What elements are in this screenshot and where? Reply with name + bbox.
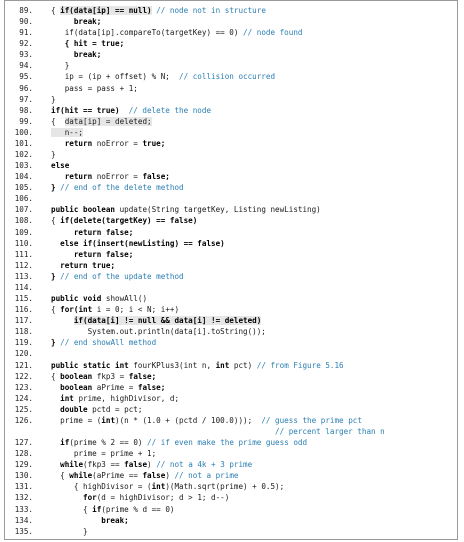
code-line [13, 94, 459, 105]
code-token: double [60, 404, 88, 414]
code-token: return false; [51, 249, 134, 259]
code-line [13, 249, 459, 260]
code-line [13, 138, 459, 149]
line-number: 126. [14, 415, 33, 425]
code-token: { [51, 504, 93, 514]
line-number: 132. [14, 493, 33, 503]
line-source [51, 171, 170, 182]
code-token: if(data[i] != null && data[i] != deleted) [73, 316, 262, 326]
line-source [51, 271, 184, 282]
code-comment: // delete the node [119, 105, 212, 115]
code-line [13, 415, 459, 426]
line-number: 115. [14, 294, 33, 304]
line-source [51, 371, 156, 382]
line-source [51, 5, 266, 16]
line-source [51, 238, 225, 249]
line-number: 102. [14, 150, 33, 160]
code-line [13, 360, 459, 371]
code-token [51, 438, 60, 447]
line-source [51, 470, 238, 481]
line-number: 99. [19, 116, 33, 126]
code-line [13, 437, 459, 448]
code-comment: // not a prime [174, 471, 239, 481]
code-token: } [51, 61, 70, 71]
code-token: return [64, 138, 93, 148]
code-token: aPrime = [92, 382, 138, 392]
line-number: 121. [14, 360, 33, 370]
line-number: 130. [14, 471, 33, 481]
code-token: prime, highDivisor, d; [73, 393, 180, 403]
code-line [13, 470, 459, 481]
code-line [13, 315, 459, 326]
line-source [51, 160, 69, 171]
line-source [51, 526, 88, 537]
code-token: )(Math.sqrt(prime) + 0.5); [165, 482, 285, 492]
line-source [51, 504, 174, 515]
code-token: pctd = pct; [87, 404, 143, 414]
code-token [51, 139, 65, 148]
line-source [51, 393, 179, 404]
code-line [13, 16, 459, 27]
code-comment: // end of the delete method [60, 183, 184, 193]
line-source [51, 149, 56, 160]
line-number: 98. [19, 105, 33, 115]
code-token: int [101, 415, 116, 425]
code-token: if [92, 504, 102, 514]
code-line [13, 260, 459, 271]
line-source [51, 16, 101, 27]
line-source [51, 94, 56, 105]
code-token: false; [142, 172, 170, 182]
code-token: { [51, 216, 61, 226]
code-token: boolean [60, 382, 93, 392]
code-line [13, 293, 459, 304]
line-number: 107. [14, 205, 33, 215]
code-line [13, 371, 459, 382]
line-number: 90. [19, 17, 33, 27]
code-token: System.out.println(data[i].toString()); [51, 327, 266, 337]
line-number: 131. [14, 482, 33, 492]
line-source [51, 426, 385, 437]
line-number: 134. [14, 515, 33, 525]
code-token: false; [137, 382, 166, 392]
code-token: showAll() [101, 294, 148, 304]
code-token: prime = ( [51, 415, 102, 425]
code-token: while [60, 460, 84, 470]
code-comment: // node found [243, 28, 303, 38]
code-token: { [51, 471, 70, 481]
line-number: 105. [14, 183, 33, 193]
line-source [51, 227, 133, 238]
code-line [13, 426, 459, 437]
line-number: 112. [14, 260, 33, 270]
code-token: } [51, 338, 61, 348]
code-token: for(int [60, 305, 93, 315]
line-source [51, 448, 156, 459]
code-token: return false; [51, 227, 134, 237]
code-token: public static int [51, 360, 129, 370]
code-token: break; [51, 515, 129, 525]
code-token [51, 239, 60, 248]
line-number: 96. [19, 83, 33, 93]
code-token: if(delete(targetKey) == false) [60, 216, 198, 226]
code-line [13, 182, 459, 193]
code-token [51, 394, 60, 403]
code-line [13, 5, 459, 16]
code-token: i = 0; i < N; i++) [92, 305, 180, 315]
code-token: } [51, 94, 56, 104]
line-number: 91. [19, 28, 33, 38]
code-line [13, 326, 459, 337]
code-line [13, 404, 459, 415]
code-token: int [151, 482, 166, 492]
line-source [51, 105, 211, 116]
line-source [51, 515, 129, 526]
code-token [51, 261, 60, 270]
code-line [13, 105, 459, 116]
line-source [51, 116, 152, 127]
code-comment: // not a 4k + 3 prime [156, 460, 253, 470]
code-token: pct) [229, 360, 257, 370]
code-line [13, 38, 459, 49]
line-source [51, 415, 362, 426]
line-number: 124. [14, 393, 33, 403]
code-token: public void [51, 294, 102, 304]
line-number: 89. [19, 6, 33, 15]
code-token: boolean [60, 371, 93, 381]
line-number: 116. [14, 305, 33, 315]
code-line [13, 60, 459, 71]
code-token [51, 172, 65, 181]
code-line [13, 49, 459, 60]
code-token: { [51, 116, 65, 126]
code-token: int [60, 393, 74, 403]
line-number: 92. [19, 39, 33, 49]
code-listing-frame [4, 0, 458, 540]
code-token: update(String targetKey, Listing newListing) [115, 205, 321, 215]
code-listing [13, 5, 459, 537]
line-number: 109. [14, 227, 33, 237]
code-token: return [64, 172, 93, 182]
line-source [51, 492, 229, 503]
line-source [51, 60, 69, 71]
line-source [51, 215, 197, 226]
code-token: ) [147, 460, 157, 470]
code-line [13, 526, 459, 537]
line-number: 117. [14, 316, 33, 326]
code-line [13, 171, 459, 182]
code-token: { hit = true; [51, 39, 125, 49]
code-line [13, 204, 459, 215]
code-line [13, 337, 459, 348]
line-number: 114. [14, 282, 33, 292]
code-token [51, 383, 60, 392]
code-line [13, 492, 459, 503]
code-line [13, 71, 459, 82]
code-token: (aPrime == [92, 471, 143, 481]
line-source [51, 182, 184, 193]
code-line [13, 481, 459, 492]
code-comment: // from Figure 5.16 [256, 360, 344, 370]
line-number: 129. [14, 460, 33, 470]
code-token [51, 316, 74, 325]
code-token: } [51, 526, 88, 536]
code-token: false [142, 471, 166, 481]
code-line [13, 393, 459, 404]
code-line [13, 238, 459, 249]
line-number: 97. [19, 94, 33, 104]
line-number: 118. [14, 327, 33, 337]
code-token: ) [165, 471, 175, 481]
line-number: 104. [14, 172, 33, 182]
line-source [51, 38, 124, 49]
line-source [51, 260, 115, 271]
code-token [51, 460, 60, 469]
code-line [13, 504, 459, 515]
code-token: while [69, 471, 93, 481]
line-source [51, 360, 344, 371]
code-line [13, 304, 459, 315]
line-number: 122. [14, 371, 33, 381]
line-source [51, 382, 165, 393]
line-number: 100. [14, 127, 33, 137]
code-line [13, 282, 459, 293]
code-line [13, 27, 459, 38]
line-source [51, 293, 147, 304]
line-number: 125. [14, 404, 33, 414]
line-number: 123. [14, 382, 33, 392]
code-token: fkp3 = [92, 371, 129, 381]
line-number: 101. [14, 138, 33, 148]
code-token: } [51, 183, 61, 193]
code-token: for [83, 493, 97, 503]
code-token: return true; [60, 260, 116, 270]
line-source [51, 249, 133, 260]
code-line [13, 149, 459, 160]
code-token: )(n * (1.0 + (pctd / 100.0))); [115, 415, 262, 425]
code-token: if(data[ip] == null) [60, 6, 152, 15]
line-number: 111. [14, 249, 33, 259]
code-token: } [51, 271, 61, 281]
code-token: { highDivisor = ( [51, 482, 152, 492]
code-line [13, 459, 459, 470]
code-token: { [51, 371, 61, 381]
line-source [51, 459, 252, 470]
code-token: } [51, 150, 56, 160]
code-token: else [51, 161, 70, 171]
line-source [51, 481, 284, 492]
line-source [51, 83, 138, 94]
code-line [13, 515, 459, 526]
line-number: 106. [14, 194, 33, 204]
line-source [51, 127, 83, 138]
code-token: break; [51, 17, 102, 27]
line-source [51, 27, 302, 38]
code-token: public boolean [51, 205, 116, 215]
code-token: (prime % d == 0) [101, 504, 175, 514]
code-line [13, 348, 459, 359]
code-line [13, 127, 459, 138]
line-number: 113. [14, 271, 33, 281]
code-token: ip = (ip + offset) % N; [51, 72, 180, 82]
code-comment: // node not in structure [151, 6, 266, 15]
code-line [13, 116, 459, 127]
code-comment: // end of the update method [60, 271, 184, 281]
line-source [51, 71, 275, 82]
code-line [13, 448, 459, 459]
line-number: 103. [14, 161, 33, 171]
code-token: { [51, 305, 61, 315]
code-line [13, 382, 459, 393]
code-line [13, 215, 459, 226]
code-token: if [60, 438, 70, 448]
code-token: break; [51, 50, 102, 60]
code-line [13, 271, 459, 282]
code-comment: // percent larger than n [51, 426, 385, 436]
code-comment: // guess the prime pct [261, 415, 362, 425]
code-token: false; [128, 371, 157, 381]
code-token: false [124, 460, 148, 470]
code-token: data[ip] = deleted; [64, 116, 152, 126]
line-number: 127. [14, 438, 33, 448]
code-token: n--; [51, 127, 84, 137]
line-number: 120. [14, 349, 33, 359]
line-number: 93. [19, 50, 33, 60]
code-token: int [215, 360, 230, 370]
line-source [51, 437, 307, 448]
line-source [51, 326, 266, 337]
line-source [51, 304, 179, 315]
code-token: pass = pass + 1; [51, 83, 138, 93]
code-token: true; [142, 138, 166, 148]
code-comment: // if even make the prime guess odd [147, 438, 308, 448]
code-comment: // end showAll method [60, 338, 157, 348]
line-number: 133. [14, 504, 33, 514]
code-token: fourKPlus3(int n, [128, 360, 216, 370]
line-source [51, 138, 165, 149]
code-token: prime = prime + 1; [51, 449, 157, 459]
code-line [13, 193, 459, 204]
line-number: 108. [14, 216, 33, 226]
code-token: (fkp3 == [83, 460, 125, 470]
line-number: 128. [14, 449, 33, 459]
line-source [51, 404, 142, 415]
line-source [51, 204, 321, 215]
line-source [51, 315, 261, 326]
code-token: noError = [92, 138, 143, 148]
code-line [13, 227, 459, 238]
code-line [13, 160, 459, 171]
line-number: 110. [14, 238, 33, 248]
line-number: 135. [14, 526, 33, 536]
code-token: { [51, 6, 61, 15]
code-token [51, 405, 60, 414]
line-source [51, 49, 101, 60]
code-token [51, 493, 83, 502]
code-token: (prime % 2 == 0) [69, 438, 148, 448]
line-number: 119. [14, 338, 33, 348]
code-token: (d = highDivisor; d > 1; d--) [96, 493, 230, 503]
line-source [51, 337, 156, 348]
line-number: 94. [19, 61, 33, 71]
line-number: 95. [19, 72, 33, 82]
code-token: else if(insert(newListing) == false) [60, 238, 225, 248]
code-token: if(data[ip].compareTo(targetKey) == 0) [51, 28, 244, 38]
code-line [13, 83, 459, 94]
code-token: noError = [92, 172, 143, 182]
code-token: if(hit == true) [51, 105, 120, 115]
code-comment: // collision occurred [179, 72, 276, 82]
